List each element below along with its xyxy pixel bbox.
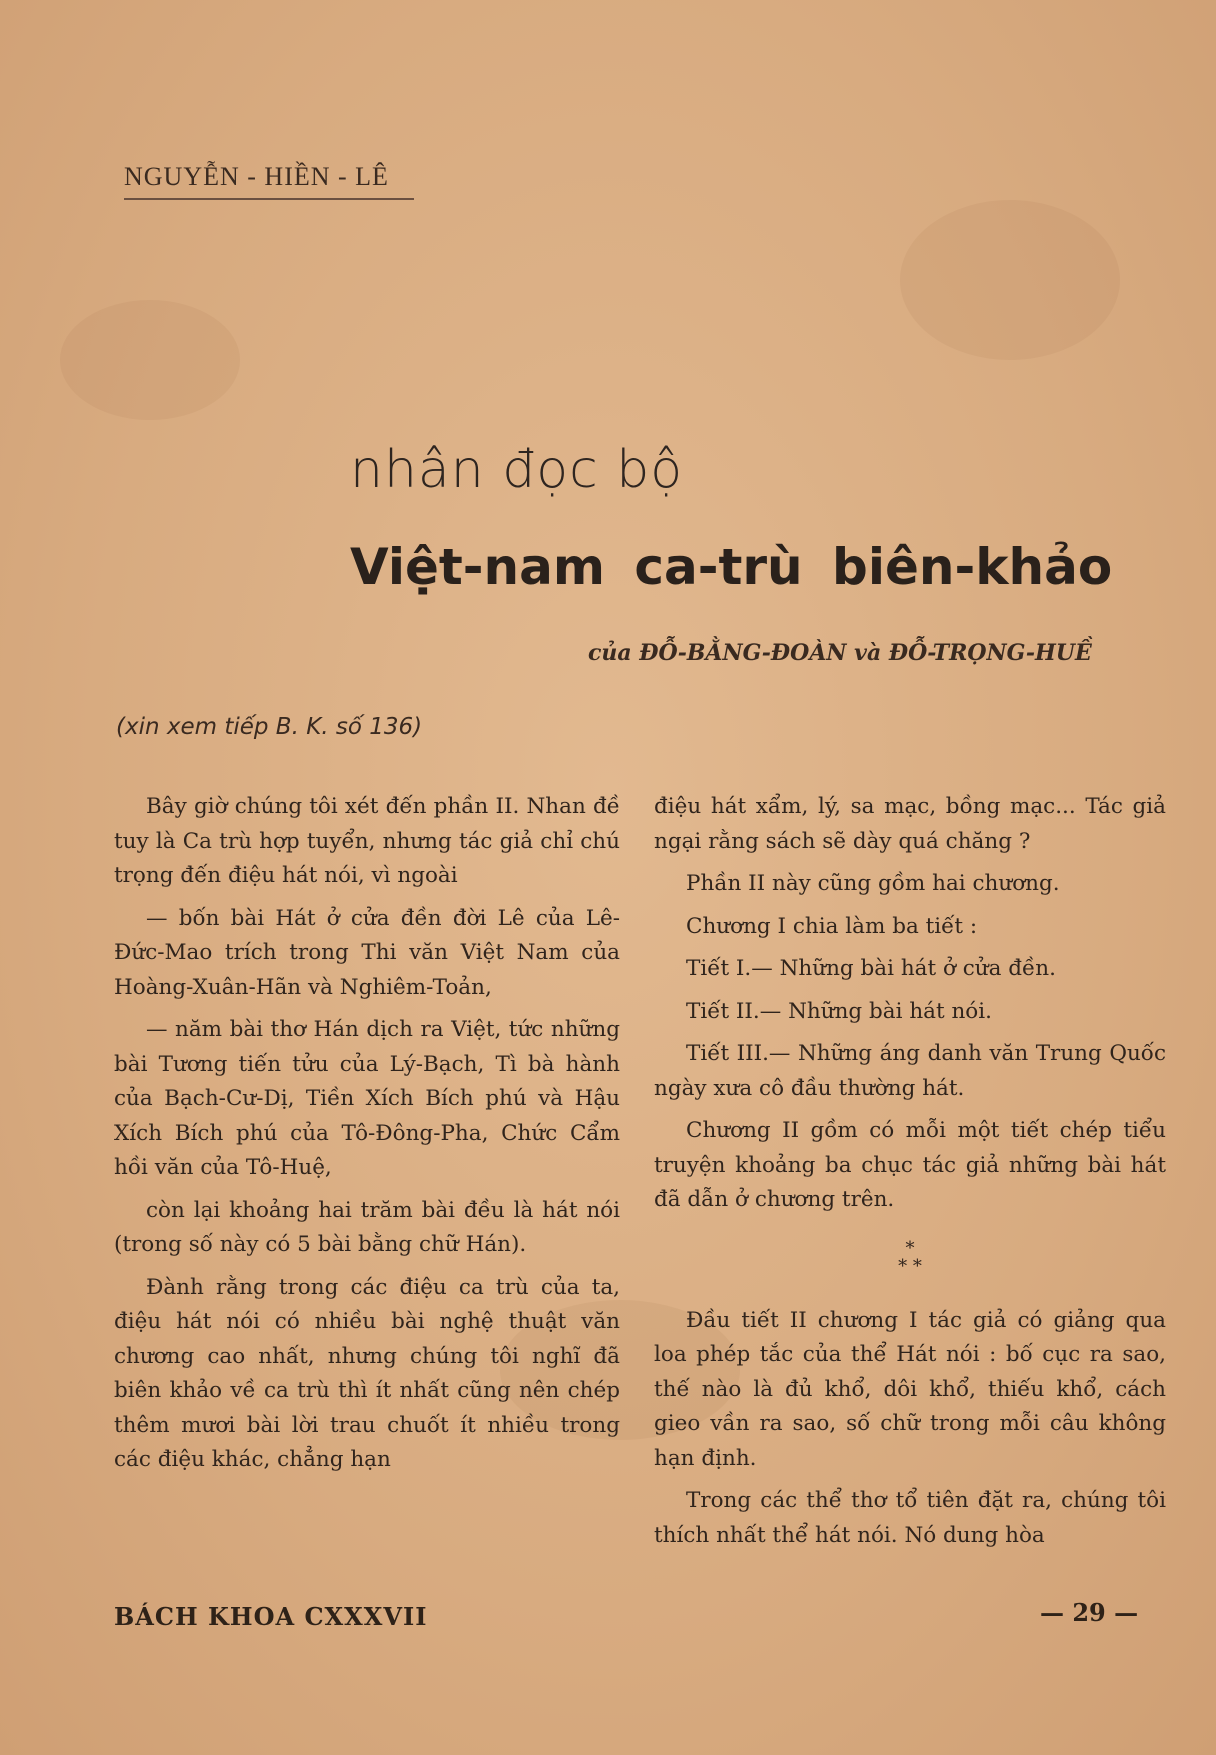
section-divider [654,1237,1166,1277]
right-column [654,790,1166,1561]
paragraph: Đành rằng trong các điệu ca trù của ta, điệu hát nói có nhiều bài nghệ thuật văn chương cao nhất, nhưng chúng tôi nghĩ đã biên khảo về ca trù thì ít nhất cũng nên chép thêm mươi bài lời trau chuốt ít nhiều trong các điệu khác, chẳng hạn [114,1274,620,1472]
paragraph: Phần II này cũng gồm hai chương. [686,871,1060,896]
article-byline: của ĐỖ-BẰNG-ĐOÀN và ĐỖ-TRỌNG-HUỀ [588,640,1092,666]
paragraph: Tiết II.— Những bài hát nói. [686,998,992,1024]
paragraph: — năm bài thơ Hán dịch ra Việt, tức những bài Tương tiến tửu của Lý-Bạch, Tì bà hành của Bạch-Cư-Dị, Tiền Xích Bích phú và Hậu Xích Bích phú của Tô-Đông-Pha, Chức Cẩm hồi văn của Tô-Huệ, [114,1017,620,1180]
paper-stain [900,200,1120,360]
left-column [114,790,620,1486]
article-title-line1: nhân đọc bộ [350,440,684,500]
paragraph: Chương I chia làm ba tiết : [686,913,978,939]
paragraph: — bốn bài Hát ở cửa đền đời Lê của Lê-Đức-Mao trích trong Thi văn Việt Nam của Hoàng-Xuân-Hãn và Nghiêm-Toản, [114,905,620,1000]
paragraph: còn lại khoảng hai trăm bài đều là hát nói (trong số này có 5 bài bằng chữ Hán). [114,1197,620,1257]
paragraph: Đầu tiết II chương I tác giả có giảng qua loa phép tắc của thể Hát nói : bố cục ra sao, thế nào là đủ khổ, dôi khổ, thiếu khổ, cách gieo vần ra sao, số chữ trong mỗi câu không hạn định. [654,1307,1166,1471]
divider-star-top: * [905,1237,915,1259]
continued-note: (xin xem tiếp B. K. số 136) [116,714,423,740]
paragraph: Tiết III.— Những áng danh văn Trung Quốc ngày xưa cô đầu thường hát. [654,1041,1166,1101]
article-title-line2: Việt-nam ca-trù biên-khảo [350,538,1113,596]
publication-name: BÁCH KHOA CXXXVII [114,1602,428,1631]
paragraph: Chương II gồm có mỗi một tiết chép tiểu truyện khoảng ba chục tác giả những bài hát đã dẫn ở chương trên. [654,1118,1166,1212]
divider-star-bottom: * * [898,1255,922,1277]
paper-stain [60,300,240,420]
paragraph: Trong các thể thơ tổ tiên đặt ra, chúng tôi thích nhất thể hát nói. Nó dung hòa [654,1488,1166,1548]
paragraph: Tiết I.— Những bài hát ở cửa đền. [686,956,1056,981]
author-name: NGUYỄN - HIỀN - LÊ [124,162,414,200]
page-number: — 29 — [1040,1598,1139,1627]
paragraph: Bây giờ chúng tôi xét đến phần II. Nhan đề tuy là Ca trù hợp tuyển, nhưng tác giả chỉ chú trọng đến điệu hát nói, vì ngoài [114,794,620,888]
paragraph: điệu hát xẩm, lý, sa mạc, bồng mạc... Tác giả ngại rằng sách sẽ dày quá chăng ? [654,794,1166,854]
